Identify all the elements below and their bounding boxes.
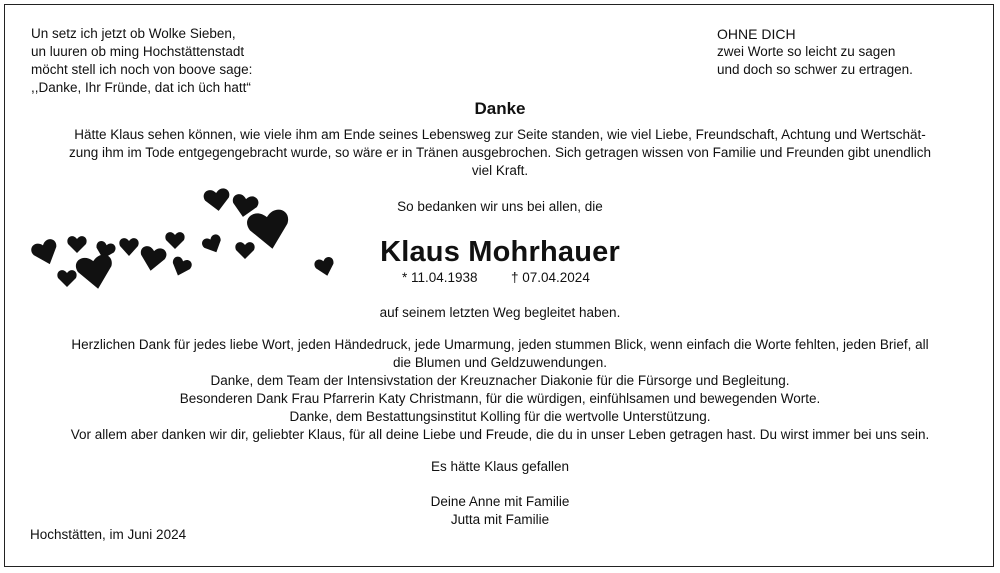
deceased-name: Klaus Mohrhauer <box>380 236 620 268</box>
intro-paragraph <box>30 126 970 180</box>
thanks-line-item: Danke, dem Team der Intensivstation der Kreuznacher Diakonie für die Fürsorge und Begleitung. <box>210 373 790 388</box>
poem-left-line: möcht stell ich noch von boove sage: <box>31 62 253 77</box>
poem-right <box>717 25 913 79</box>
thanks-line-item: die Blumen und Geldzuwendungen. <box>393 355 607 370</box>
intro-line: Hätte Klaus sehen können, wie viele ihm am Ende seines Lebensweg zur Seite standen, wie viel Liebe, Freundschaft, Achtung und Wertschät- <box>74 127 926 142</box>
closing-line: Es hätte Klaus gefallen <box>430 459 570 474</box>
birth-date: * 11.04.1938 <box>402 270 478 285</box>
poem-right-line: und doch so schwer zu ertragen. <box>717 62 913 77</box>
poem-right-line: zwei Worte so leicht zu sagen <box>717 44 896 59</box>
thanks-line-item: Danke, dem Bestattungsinstitut Kolling für die wertvolle Unterstützung. <box>289 409 711 424</box>
poem-left-line: ,,Danke, Ihr Fründe, dat ich üch hatt“ <box>31 80 251 95</box>
poem-right-title: OHNE DICH <box>717 26 796 42</box>
poem-left-line: Un setz ich jetzt ob Wolke Sieben, <box>31 26 236 41</box>
thanks-line-item: Vor allem aber danken wir dir, geliebter Klaus, für all deine Liebe und Freude, die du in unser Leben getragen hast. Du wirst immer bei uns sein. <box>70 427 930 442</box>
signature-line: Deine Anne mit Familie <box>430 494 570 509</box>
death-date: † 07.04.2024 <box>511 270 590 285</box>
thanks-line-item: Besonderen Dank Frau Pfarrerin Katy Christmann, für die würdigen, einfühlsamen und bewegenden Worte. <box>179 391 821 406</box>
heart-icon <box>57 270 76 287</box>
thanks-line: So bedanken wir uns bei allen, die <box>397 199 603 214</box>
thanks-paragraph <box>30 336 970 444</box>
accompanied-line: auf seinem letzten Weg begleitet haben. <box>379 305 621 320</box>
poem-left <box>31 25 252 97</box>
place-date: Hochstätten, im Juni 2024 <box>30 527 187 542</box>
signatures <box>30 493 970 529</box>
thanks-line-item: Herzlichen Dank für jedes liebe Wort, jeden Händedruck, jede Umarmung, jeden stummen Blick, wenn einfach die Worte fehlten, jeden Brief, all <box>71 337 929 352</box>
heart-icon <box>203 188 232 213</box>
signature-line: Jutta mit Familie <box>450 512 550 527</box>
intro-line: viel Kraft. <box>471 163 529 178</box>
heading-danke: Danke <box>474 99 526 118</box>
intro-line: zung ihm im Tode entgegengebracht wurde, so wäre er in Tränen ausgebrochen. Sich getragen wissen von Familie und Freunden gibt unendlich <box>68 145 932 160</box>
poem-left-line: un luuren ob ming Hochstättenstadt <box>31 44 245 59</box>
